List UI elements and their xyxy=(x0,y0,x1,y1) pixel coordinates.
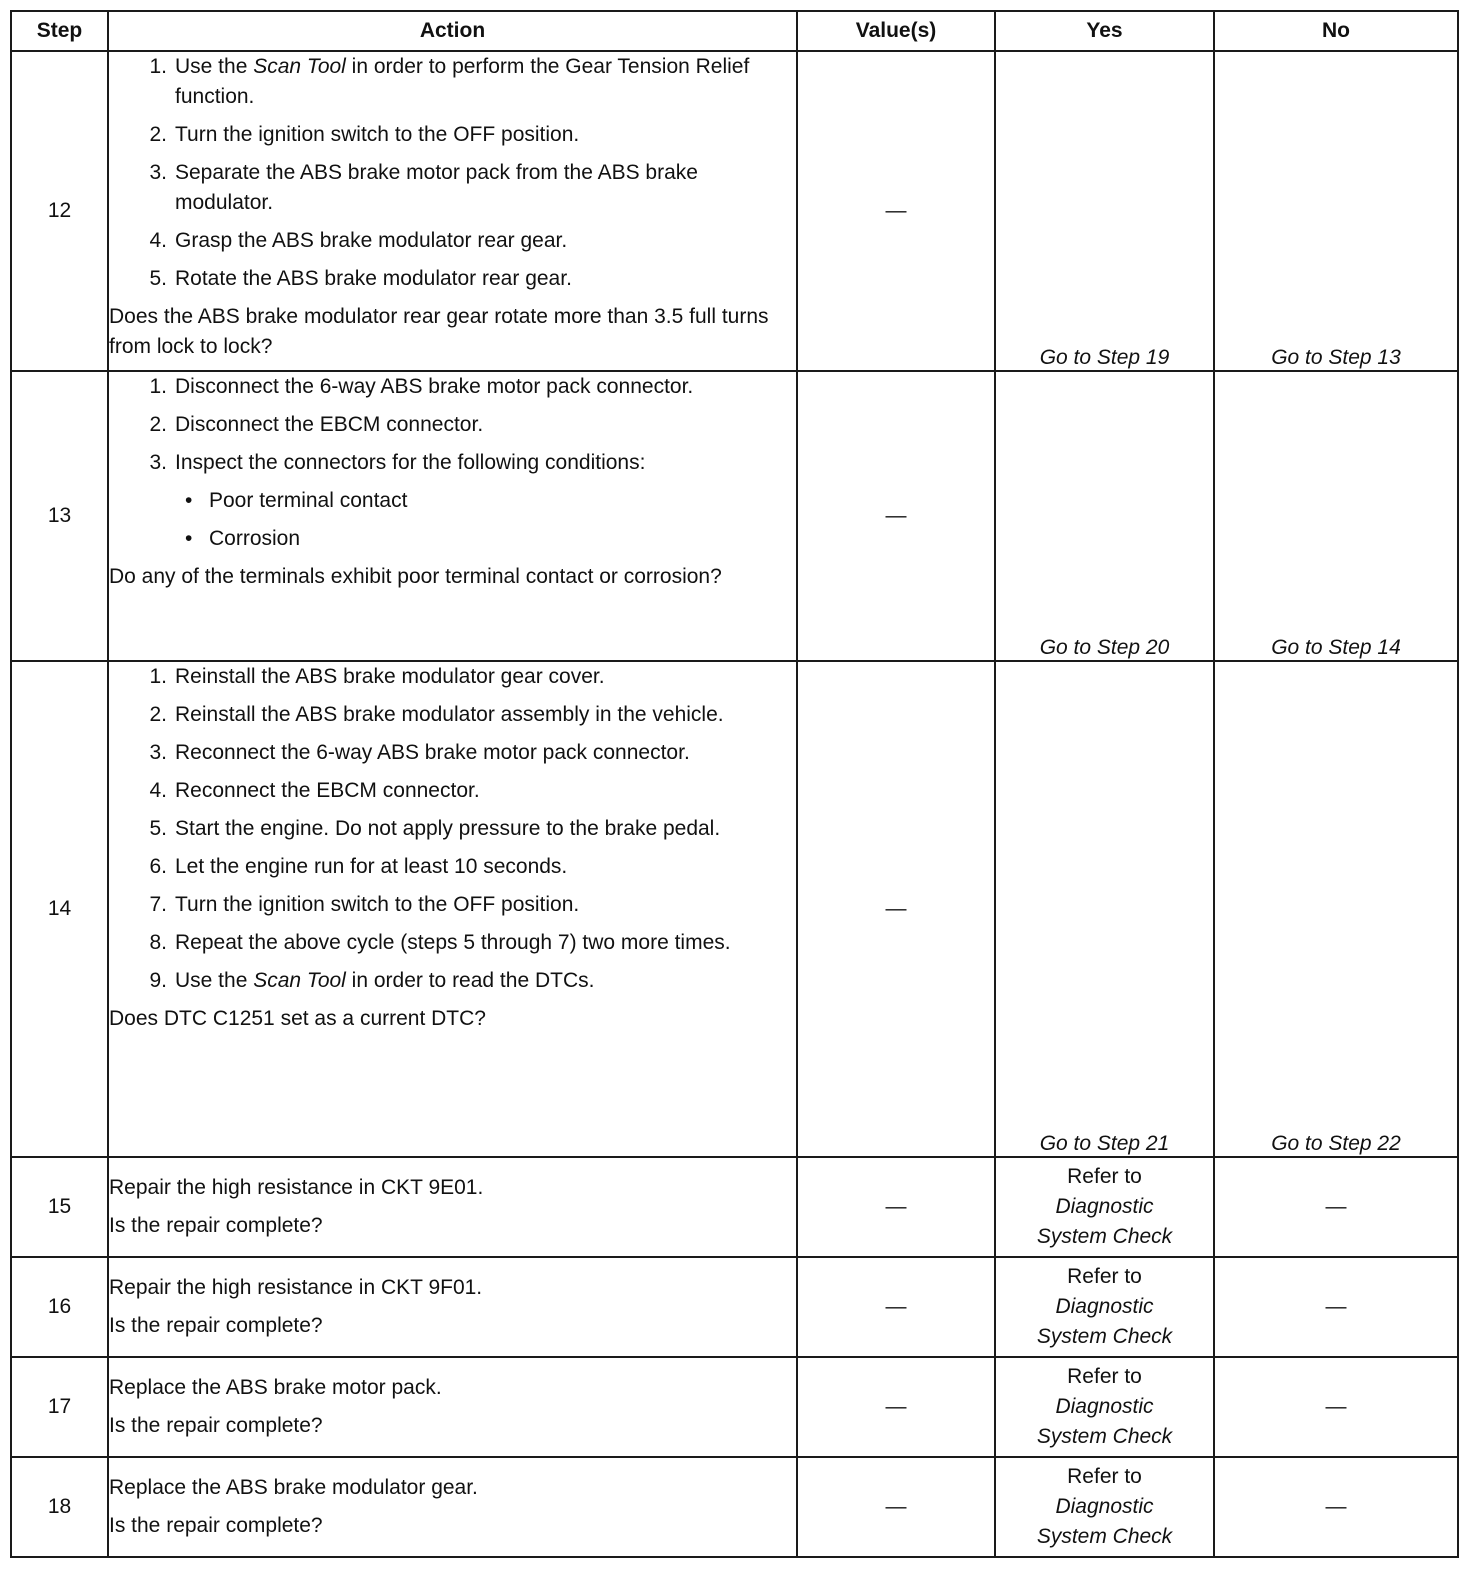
diagnostic-system-check-link: Diagnostic System Check xyxy=(1036,1395,1173,1448)
list-item: 7. Turn the ignition switch to the OFF position. xyxy=(149,893,580,916)
list-item: 2. Turn the ignition switch to the OFF position. xyxy=(149,123,580,146)
condition-list xyxy=(109,486,796,554)
header-step: Step xyxy=(11,11,108,51)
diagnostic-table xyxy=(10,10,1459,1558)
header-row xyxy=(11,11,1458,51)
table-row xyxy=(11,1457,1458,1557)
list-item: 3. Separate the ABS brake motor pack from the ABS brake modulator. xyxy=(149,161,698,214)
header-yes: Yes xyxy=(995,11,1214,51)
list-item: 4. Reconnect the EBCM connector. xyxy=(149,779,480,802)
yes-reference xyxy=(995,1257,1214,1357)
list-item: 4. Grasp the ABS brake modulator rear gear. xyxy=(149,229,568,252)
list-item: 1. Disconnect the 6-way ABS brake motor pack connector. xyxy=(149,375,694,398)
yes-reference xyxy=(995,1457,1214,1557)
step-question: Does DTC C1251 set as a current DTC? xyxy=(109,1007,486,1030)
action-list xyxy=(109,372,796,478)
no-cell: — xyxy=(1214,1357,1458,1457)
no-link: Go to Step 14 xyxy=(1214,371,1458,661)
step-question: Is the repair complete? xyxy=(109,1214,323,1237)
list-item: 5. Rotate the ABS brake modulator rear gear. xyxy=(149,267,572,290)
step-number: 15 xyxy=(11,1157,108,1257)
list-item: 6. Let the engine run for at least 10 seconds. xyxy=(149,855,568,878)
list-item: 3. Inspect the connectors for the following conditions: xyxy=(149,451,646,474)
table-row xyxy=(11,1357,1458,1457)
step-number: 13 xyxy=(11,371,108,661)
list-item: 5. Start the engine. Do not apply pressure to the brake pedal. xyxy=(149,817,721,840)
action-text: Repair the high resistance in CKT 9E01. xyxy=(109,1176,484,1199)
list-item: • Poor terminal contact xyxy=(185,489,408,512)
yes-link: Go to Step 19 xyxy=(995,51,1214,371)
yes-reference xyxy=(995,1157,1214,1257)
list-item: 8. Repeat the above cycle (steps 5 through 7) two more times. xyxy=(149,931,731,954)
step-question: Do any of the terminals exhibit poor terminal contact or corrosion? xyxy=(109,565,722,588)
value-cell: — xyxy=(797,51,995,371)
action-cell xyxy=(108,1457,797,1557)
table-row xyxy=(11,1257,1458,1357)
diagnostic-system-check-link: Diagnostic System Check xyxy=(1036,1295,1173,1348)
action-cell xyxy=(108,1257,797,1357)
step-number: 16 xyxy=(11,1257,108,1357)
step-number: 17 xyxy=(11,1357,108,1457)
no-cell: — xyxy=(1214,1457,1458,1557)
action-text: Replace the ABS brake modulator gear. xyxy=(109,1476,478,1499)
list-item: 2. Reinstall the ABS brake modulator assembly in the vehicle. xyxy=(149,703,724,726)
list-item: • Corrosion xyxy=(185,527,301,550)
value-cell: — xyxy=(797,1257,995,1357)
list-item: 3. Reconnect the 6-way ABS brake motor pack connector. xyxy=(149,741,690,764)
table-row xyxy=(11,371,1458,661)
list-item: 2. Disconnect the EBCM connector. xyxy=(149,413,484,436)
action-text: Replace the ABS brake motor pack. xyxy=(109,1376,442,1399)
value-cell: — xyxy=(797,371,995,661)
yes-link: Go to Step 21 xyxy=(995,661,1214,1157)
list-item: 1. Use the Scan Tool in order to perform the Gear Tension Relief function. xyxy=(149,55,750,108)
step-question: Is the repair complete? xyxy=(109,1514,323,1537)
yes-reference xyxy=(995,1357,1214,1457)
header-no: No xyxy=(1214,11,1458,51)
table-row xyxy=(11,1157,1458,1257)
no-link: Go to Step 22 xyxy=(1214,661,1458,1157)
action-cell xyxy=(108,371,797,661)
value-cell: — xyxy=(797,1457,995,1557)
step-question: Is the repair complete? xyxy=(109,1314,323,1337)
step-number: 18 xyxy=(11,1457,108,1557)
table-row xyxy=(11,51,1458,371)
table-row xyxy=(11,661,1458,1157)
action-cell xyxy=(108,661,797,1157)
action-list xyxy=(109,662,796,996)
value-cell: — xyxy=(797,1157,995,1257)
refer-to-text: Refer to xyxy=(1067,1365,1142,1388)
list-item: 9. Use the Scan Tool in order to read the DTCs. xyxy=(149,969,595,992)
list-item: 1. Reinstall the ABS brake modulator gear cover. xyxy=(149,665,605,688)
step-number: 14 xyxy=(11,661,108,1157)
no-cell: — xyxy=(1214,1257,1458,1357)
no-cell: — xyxy=(1214,1157,1458,1257)
value-cell: — xyxy=(797,661,995,1157)
header-action: Action xyxy=(108,11,797,51)
no-link: Go to Step 13 xyxy=(1214,51,1458,371)
value-cell: — xyxy=(797,1357,995,1457)
refer-to-text: Refer to xyxy=(1067,1465,1142,1488)
refer-to-text: Refer to xyxy=(1067,1165,1142,1188)
action-cell xyxy=(108,1157,797,1257)
step-question: Does the ABS brake modulator rear gear rotate more than 3.5 full turns from lock to lock? xyxy=(109,305,769,358)
header-values: Value(s) xyxy=(797,11,995,51)
diagnostic-system-check-link: Diagnostic System Check xyxy=(1036,1195,1173,1248)
step-question: Is the repair complete? xyxy=(109,1414,323,1437)
action-cell xyxy=(108,51,797,371)
step-number: 12 xyxy=(11,51,108,371)
diagnostic-system-check-link: Diagnostic System Check xyxy=(1036,1495,1173,1548)
action-list xyxy=(109,52,796,294)
action-text: Repair the high resistance in CKT 9F01. xyxy=(109,1276,483,1299)
yes-link: Go to Step 20 xyxy=(995,371,1214,661)
refer-to-text: Refer to xyxy=(1067,1265,1142,1288)
action-cell xyxy=(108,1357,797,1457)
